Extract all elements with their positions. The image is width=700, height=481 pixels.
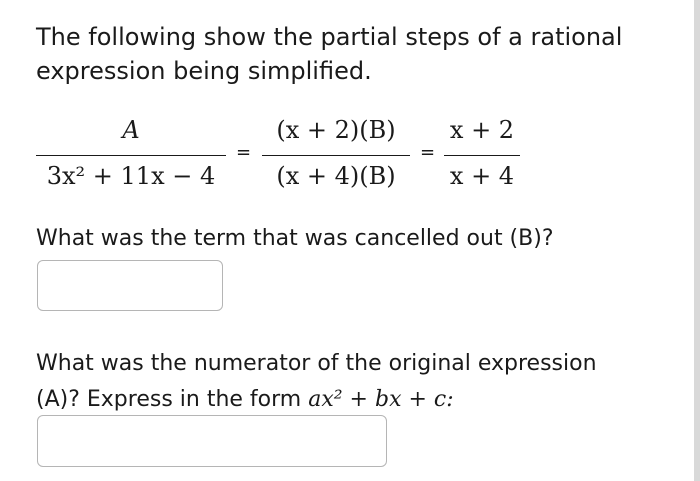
question-b-text: What was the term that was cancelled out (B)?	[36, 226, 554, 251]
fraction-original-denominator: 3x² + 11x − 4	[46, 162, 216, 190]
scrollbar-track	[694, 0, 700, 481]
fraction-simplified-numerator: x + 2	[449, 116, 515, 144]
question-a-line-2	[36, 382, 676, 418]
problem-intro	[36, 20, 636, 88]
fraction-simplified-denominator: x + 4	[449, 162, 515, 190]
fraction-bar	[262, 155, 410, 156]
question-a	[36, 346, 676, 418]
answer-input-a[interactable]	[37, 415, 387, 467]
intro-line-2: expression being simplified.	[36, 57, 372, 85]
equals-sign: =	[236, 142, 252, 163]
question-a-prefix: (A)? Express in the form	[36, 387, 309, 412]
fraction-original-numerator: A	[122, 116, 140, 144]
question-a-line-1: What was the numerator of the original expression	[36, 351, 597, 376]
fraction-factored-numerator: (x + 2)(B)	[276, 116, 396, 144]
answer-input-b[interactable]	[37, 260, 223, 311]
intro-line-1: The following show the partial steps of a rational	[36, 23, 623, 51]
quadratic-form: ax² + bx + c:	[308, 387, 454, 412]
fraction-bar	[36, 155, 226, 156]
fraction-factored-denominator: (x + 4)(B)	[276, 162, 396, 190]
equals-sign: =	[420, 142, 436, 163]
fraction-bar	[444, 155, 520, 156]
